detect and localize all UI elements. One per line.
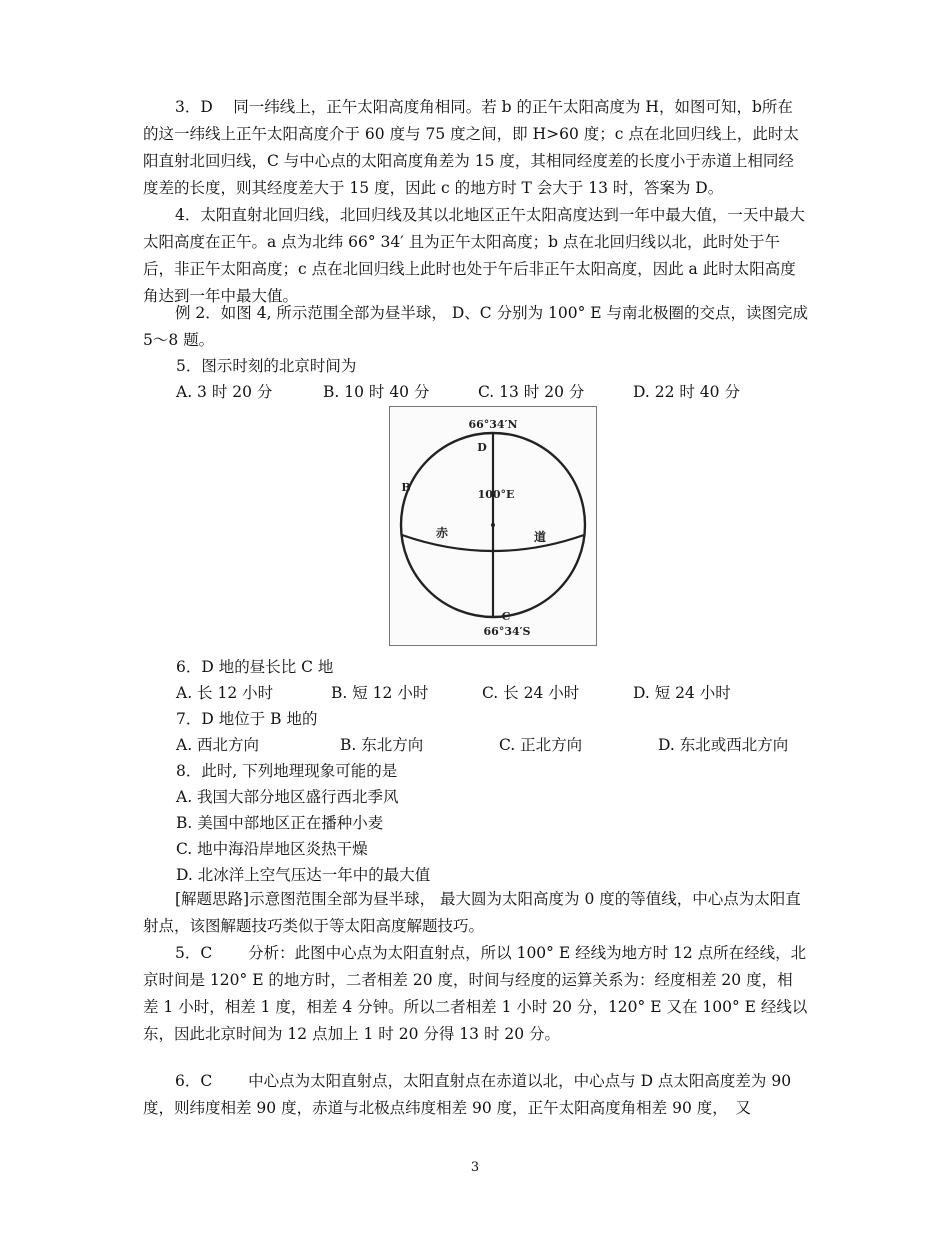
point-b-label: B bbox=[401, 481, 411, 494]
equator-label-left: 赤 bbox=[435, 526, 449, 540]
question-6-stem: 6．D 地的昼长比 C 地 bbox=[176, 658, 334, 676]
point-d-label: D bbox=[477, 441, 487, 454]
meridian-label: 100°E bbox=[477, 488, 515, 501]
answer-6-analysis: 6．C 中心点为太阳直射点，太阳直射点在赤道以北，中心点与 D 点太阳高度差为 90 度，则纬度相差 90 度，赤道与北极点纬度相差 90 度，正午太阳高度角相差 90 度， 又 bbox=[143, 1072, 792, 1117]
example-2-intro: 例 2．如图 4, 所示范围全部为昼半球， D、C 分别为 100° E 与南北极圈的交点，读图完成 5～8 题。 bbox=[143, 304, 809, 349]
point-c-label: C bbox=[501, 610, 511, 623]
equator-label-right: 道 bbox=[533, 530, 547, 544]
answer-3-paragraph: 3．D 同一纬线上，正午太阳高度角相同。若 b 的正午太阳高度为 H，如图可知，b所在的这一纬线上正午太阳高度介于 60 度与 75 度之间，即 H>60 度；c 点在北回归线上，此时太阳直射北回归线，C 与中心点的太阳高度角差为 15 度，其相同经度差的长度小于赤道上相同经度差的长度，则其经度差大于 15 度，因此 c 的地方时 T 会大于 13 时，答案为 D。 bbox=[143, 98, 799, 197]
bottom-latitude-label: 66°34′S bbox=[483, 625, 531, 638]
q8-option-c: C. 地中海沿岸地区炎热干燥 bbox=[176, 840, 368, 858]
q6-option-c: C. 长 24 小时 bbox=[482, 684, 580, 702]
hemisphere-diagram bbox=[390, 407, 596, 645]
page-number: 3 bbox=[470, 1160, 480, 1175]
question-5-stem: 5．图示时刻的北京时间为 bbox=[176, 357, 357, 375]
q5-option-b: B. 10 时 40 分 bbox=[323, 383, 430, 401]
top-latitude-label: 66°34′N bbox=[468, 418, 518, 431]
q6-option-a: A. 长 12 小时 bbox=[176, 684, 274, 702]
q5-option-a: A. 3 时 20 分 bbox=[176, 383, 273, 401]
q6-option-d: D. 短 24 小时 bbox=[633, 684, 731, 702]
q7-option-d: D. 东北或西北方向 bbox=[658, 736, 789, 754]
q8-option-b: B. 美国中部地区正在播种小麦 bbox=[176, 814, 384, 832]
q8-option-a: A. 我国大部分地区盛行西北季风 bbox=[176, 788, 399, 806]
answer-5-analysis: 5．C 分析：此图中心点为太阳直射点，所以 100° E 经线为地方时 12 点所在经线，北京时间是 120° E 的地方时，二者相差 20 度，时间与经度的运算关系为：经度相差 20 度，相差 1 小时，相差 1 度，相差 4 分钟。所以二者相差 1 小时 20 分，120° E 又在 100° E 经线以东，因此北京时间为 12 点加上 1 时 20 分得 13 时 20 分。 bbox=[143, 944, 808, 1043]
solution-approach-paragraph: [解题思路]示意图范围全部为昼半球， 最大圆为太阳高度为 0 度的等值线，中心点为太阳直射点，该图解题技巧类似于等太阳高度解题技巧。 bbox=[143, 890, 801, 935]
question-7-stem: 7．D 地位于 B 地的 bbox=[176, 710, 318, 728]
q6-option-b: B. 短 12 小时 bbox=[331, 684, 429, 702]
subsolar-center-point bbox=[491, 523, 495, 527]
q7-option-a: A. 西北方向 bbox=[176, 736, 260, 754]
q5-option-c: C. 13 时 20 分 bbox=[478, 383, 585, 401]
answer-4-paragraph: 4．太阳直射北回归线，北回归线及其以北地区正午太阳高度达到一年中最大值，一天中最大太阳高度在正午。a 点为北纬 66° 34′ 且为正午太阳高度；b 点在北回归线以北，此时处于午后，非正午太阳高度；c 点在北回归线上此时也处于午后非正午太阳高度，因此 a 此时太阳高度角达到一年中最大值。 bbox=[143, 206, 805, 305]
figure-4-daylight-hemisphere bbox=[389, 406, 597, 646]
q7-option-b: B. 东北方向 bbox=[340, 736, 424, 754]
q5-option-d: D. 22 时 40 分 bbox=[633, 383, 740, 401]
question-8-stem: 8．此时, 下列地理现象可能的是 bbox=[176, 762, 398, 780]
q8-option-d: D. 北冰洋上空气压达一年中的最大值 bbox=[176, 866, 431, 884]
q7-option-c: C. 正北方向 bbox=[499, 736, 583, 754]
